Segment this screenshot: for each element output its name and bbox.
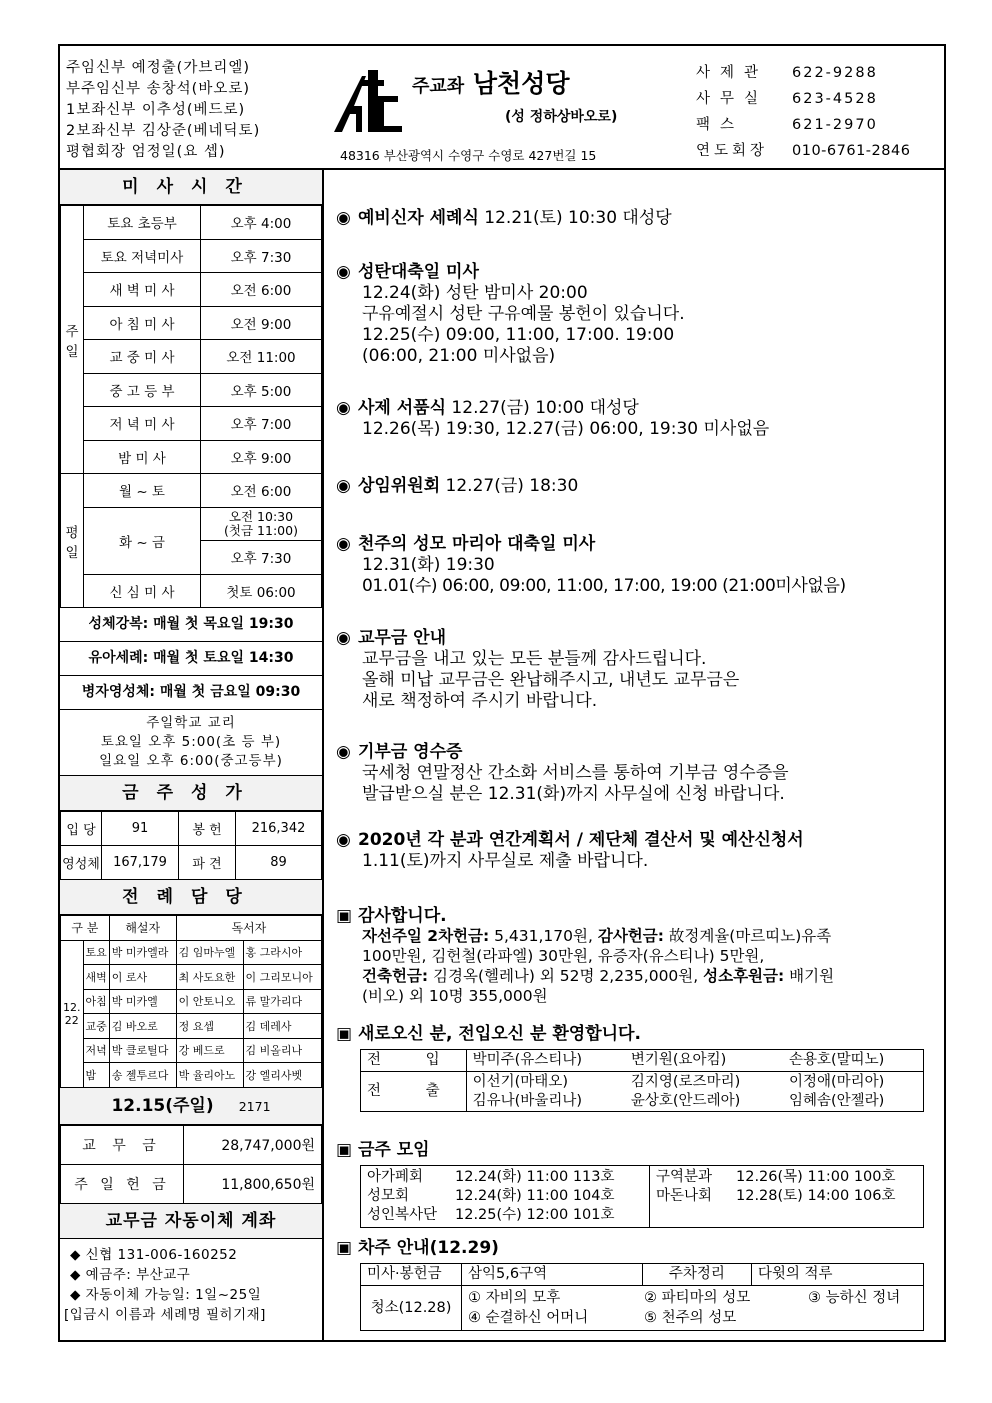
liturgy-reader: 박 율리아노: [176, 1063, 243, 1088]
notice-title: 성탄대축일 미사: [358, 262, 479, 282]
liturgy-date: 12. 22: [61, 940, 84, 1087]
parking-value: 다윗의 적루: [751, 1264, 923, 1286]
mass-time-line: (첫금 11:00): [224, 522, 298, 538]
mass-time: 오전 6:00: [201, 273, 322, 307]
meeting-info: 12.24(화) 11:00 104호: [455, 1188, 615, 1204]
mass-time: 오후 4:00: [201, 206, 322, 240]
mass-time: 오전 6:00: [201, 474, 322, 508]
notice-line: 교무금을 내고 있는 모든 분들께 감사드립니다.: [362, 649, 707, 669]
school-line: 주일학교 교리: [146, 715, 236, 731]
liturgy-header: 구 분: [61, 916, 110, 941]
school-line: 일요일 오후 6:00(중고등부): [99, 753, 283, 769]
notice-line: 12.24(화) 성탄 밤미사 20:00: [362, 283, 588, 303]
mass-name: 저 녁 미 사: [84, 407, 201, 441]
notice-item: [336, 742, 789, 805]
notice-title: 상임위원회: [358, 476, 441, 496]
notice-text: 12.27(금) 18:30: [440, 476, 579, 496]
benediction-schedule: 성체강복: 매월 첫 목요일 19:30: [60, 608, 322, 642]
thanks-text: 故정계율(마르띠노)유족: [663, 927, 832, 945]
member-name: 박미주(유스티나): [466, 1050, 625, 1072]
mass-name: 토요 초등부: [84, 206, 201, 240]
mass-time: 오후 7:30: [201, 239, 322, 273]
notice-title: 예비신자 세례식: [358, 208, 479, 228]
sunday-label: 주일: [61, 206, 84, 474]
contact-label: 연도회장: [696, 143, 769, 159]
bank-title: 교무금 자동이체 계좌: [60, 1204, 322, 1239]
contact-number: 621-2970: [792, 117, 878, 133]
hymn-label: 영성체: [61, 846, 102, 880]
bullet-icon: ◉: [336, 208, 351, 228]
priest-line: 2보좌신부 김상준(베네딕토): [66, 123, 261, 139]
church-address: 48316 부산광역시 수영구 수영로 427번길 15: [340, 148, 597, 163]
hymn-number: 91: [102, 812, 179, 846]
liturgy-reader: 홍 그라시아: [243, 940, 321, 965]
notice-title: 기부금 영수증: [358, 742, 463, 762]
infant-baptism-schedule: 유아세례: 매월 첫 토요일 14:30: [60, 642, 322, 676]
finance-date: 12.15(주일): [111, 1095, 214, 1116]
member-name: 윤상호(안드레아): [630, 1092, 741, 1109]
welcome-section: [336, 1024, 924, 1112]
meeting-row: [367, 1187, 643, 1206]
church-name: [412, 64, 570, 100]
bulletin-frame: [58, 44, 946, 1342]
finance-number: 2171: [238, 1098, 271, 1114]
hymn-label: 입 당: [61, 812, 102, 846]
cleaning-group: ① 자비의 모후: [468, 1290, 561, 1306]
cleaning-group: ③ 능하신 정녀: [808, 1290, 901, 1306]
mass-time: 오전 11:00: [201, 340, 322, 374]
mass-time-title: 미사시간: [60, 170, 322, 205]
cleaning-row: [468, 1288, 917, 1308]
transfer-in-label: 전 입: [361, 1050, 467, 1072]
bullet-icon: ◉: [336, 476, 351, 496]
member-name: 김지영(로즈마리): [630, 1073, 741, 1090]
meeting-row: [656, 1187, 917, 1206]
bullet-icon: ◉: [336, 742, 351, 762]
thanks-title: 감사합니다.: [358, 906, 447, 926]
thanks-text: 김경옥(헬레나) 외 52명 2,235,000원,: [428, 967, 704, 985]
notice-item: [336, 398, 769, 440]
notice-title: 2020년 각 분과 연간계획서 / 제단체 결산서 및 예산신청서: [358, 830, 804, 850]
bullet-icon: ◉: [336, 398, 351, 418]
finance-date-row: [60, 1088, 322, 1125]
notice-line: 01.01(수) 06:00, 09:00, 11:00, 17:00, 19:00 (21:00미사없음): [362, 576, 846, 596]
offering-value: 삼익5,6구역: [462, 1264, 643, 1286]
thanks-line: (비오) 외 10명 355,000원: [362, 987, 548, 1005]
priest-line: 부주임신부 송창석(바오로): [66, 81, 250, 97]
sick-communion-schedule: 병자영성체: 매월 첫 금요일 09:30: [60, 676, 322, 710]
left-column: [60, 170, 324, 1342]
finance-value: 28,747,000원: [184, 1125, 322, 1164]
mass-time: 오후 5:00: [201, 373, 322, 407]
notice-title: 교무금 안내: [358, 628, 447, 648]
notice-line: 올해 미납 교무금은 완납해주시고, 내년도 교무금은: [362, 670, 740, 690]
thanks-line: 100만원, 김헌철(라파엘) 30만원, 유증자(유스티나) 5만원,: [362, 947, 765, 965]
member-cell: [783, 1072, 924, 1112]
hymn-title: 금주성가: [60, 776, 322, 811]
header: [60, 46, 944, 170]
liturgy-reader: 정 요셉: [176, 1014, 243, 1039]
square-bullet-icon: ▣: [336, 906, 353, 926]
finance-label: 주 일 헌 금: [61, 1164, 184, 1203]
thanks-section: [336, 906, 834, 1006]
priest-list: [66, 58, 260, 163]
liturgy-commentator: 이 로사: [109, 965, 176, 990]
church-prefix: 주교좌: [412, 76, 465, 97]
liturgy-reader: 김 데레사: [243, 1014, 321, 1039]
meeting-name: 성모회: [367, 1188, 410, 1204]
church-logo-icon: [332, 66, 404, 136]
mass-time: 오후 7:00: [201, 407, 322, 441]
member-name: 임혜솜(안젤라): [788, 1092, 885, 1109]
bullet-icon: ◉: [336, 628, 351, 648]
contact-number: 622-9288: [792, 65, 878, 81]
thanks-label: 감사헌금:: [597, 927, 664, 945]
liturgy-reader: 이 그리모니아: [243, 965, 321, 990]
meetings-title: 금주 모임: [358, 1140, 430, 1160]
liturgy-reader: 이 안토니오: [176, 989, 243, 1014]
church-patron: (성 정하상바오로): [505, 109, 618, 125]
thanks-line: [336, 966, 834, 986]
hymn-number: 216,342: [236, 812, 322, 846]
meeting-info: 12.28(토) 14:00 106호: [736, 1188, 896, 1204]
notice-line: 12.26(목) 19:30, 12.27(금) 06:00, 19:30 미사없음: [362, 419, 770, 439]
liturgy-commentator: 박 클로틸다: [109, 1038, 176, 1063]
notice-item: [336, 262, 685, 367]
liturgy-reader: 류 말가리다: [243, 989, 321, 1014]
mass-name: 교 중 미 사: [84, 340, 201, 374]
liturgy-reader: 김 비올리나: [243, 1038, 321, 1063]
school-line: 토요일 오후 5:00(초 등 부): [100, 734, 282, 750]
cleaning-group: ④ 순결하신 어머니: [468, 1310, 589, 1326]
mass-name: 새 벽 미 사: [84, 273, 201, 307]
notice-line: 국세청 연말정산 간소화 서비스를 통하여 기부금 영수증을: [362, 763, 789, 783]
mass-time-line: 오전 10:30: [228, 508, 294, 524]
contact-number: 623-4528: [792, 91, 878, 107]
liturgy-commentator: 송 젤투르다: [109, 1063, 176, 1088]
notice-item: [336, 534, 846, 597]
liturgy-header: 독서자: [176, 916, 321, 941]
next-week-section: [336, 1238, 924, 1331]
contact-row: [696, 112, 910, 138]
liturgy-reader: 김 임마누엘: [176, 940, 243, 965]
bank-info: [60, 1239, 322, 1331]
next-week-table: [360, 1263, 924, 1331]
liturgy-kind: 아침: [83, 989, 109, 1014]
hymn-label: 봉 헌: [179, 812, 236, 846]
mass-name: 아 침 미 사: [84, 306, 201, 340]
mass-time-table: [60, 205, 322, 608]
liturgy-reader: 강 엘리사벳: [243, 1063, 321, 1088]
mass-name: 화 ~ 금: [84, 507, 201, 574]
notice-line: 12.25(수) 09:00, 11:00, 17:00. 19:00: [362, 325, 675, 345]
liturgy-kind: 교중: [83, 1014, 109, 1039]
notice-line: 발급받으실 분은 12.31(화)까지 사무실에 신청 바랍니다.: [362, 784, 785, 804]
mass-name: 중 고 등 부: [84, 373, 201, 407]
contact-label: 사무실: [696, 91, 769, 107]
liturgy-reader: 강 베드로: [176, 1038, 243, 1063]
meeting-name: 마돈나회: [656, 1188, 713, 1204]
square-bullet-icon: ▣: [336, 1238, 353, 1258]
liturgy-kind: 밤: [83, 1063, 109, 1088]
member-cell: [625, 1072, 783, 1112]
member-cell: [466, 1072, 625, 1112]
mass-time: 오전 9:00: [201, 306, 322, 340]
contact-list: [696, 60, 910, 164]
finance-label: 교 무 금: [61, 1125, 184, 1164]
cleaning-label: 청소(12.28): [361, 1286, 462, 1331]
notice-title: 사제 서품식: [358, 398, 447, 418]
notice-line: 구유예절시 성탄 구유예물 봉헌이 있습니다.: [362, 304, 685, 324]
thanks-text: 5,431,170원,: [489, 927, 598, 945]
liturgy-header: 해설자: [109, 916, 176, 941]
meeting-info: 12.25(수) 12:00 101호: [455, 1207, 615, 1223]
notice-text: 12.21(토) 10:30 대성당: [478, 208, 672, 228]
meeting-info: 12.24(화) 11:00 113호: [455, 1169, 615, 1185]
notice-line: 1.11(토)까지 사무실로 제출 바랍니다.: [362, 851, 649, 871]
notice-item: [336, 628, 739, 712]
contact-row: [696, 86, 910, 112]
priest-line: 1보좌신부 이추성(베드로): [66, 102, 246, 118]
liturgy-reader: 최 사도요한: [176, 965, 243, 990]
thanks-label: 자선주일 2차헌금:: [362, 927, 490, 945]
notice-title: 천주의 성모 마리아 대축일 미사: [358, 534, 596, 554]
member-name: 이선기(마태오): [472, 1073, 568, 1090]
cleaning-row: [468, 1308, 917, 1328]
thanks-label: 성소후원금:: [703, 967, 785, 985]
mass-time: 오후 7:30: [201, 541, 322, 575]
transfer-out-label: 전 출: [361, 1072, 467, 1112]
sunday-school: [60, 710, 322, 776]
priest-line: 주임신부 예정출(가브리엘): [66, 60, 250, 76]
bullet-icon: ◉: [336, 830, 351, 850]
meeting-name: 구역분과: [656, 1169, 713, 1185]
finance-table: [60, 1125, 322, 1204]
member-name: 변기원(요아킴): [625, 1050, 783, 1072]
meeting-name: 아가페회: [367, 1169, 424, 1185]
parking-label: 주차정리: [642, 1264, 751, 1286]
church-title: 남천성당: [472, 69, 570, 98]
liturgy-commentator: 김 바오로: [109, 1014, 176, 1039]
hymn-number: 89: [236, 846, 322, 880]
member-name: 이정애(마리아): [788, 1073, 885, 1090]
cleaning-group: ⑤ 천주의 성모: [644, 1310, 737, 1326]
meeting-row: [367, 1168, 643, 1187]
cleaning-group: ② 파티마의 성모: [644, 1290, 751, 1306]
contact-label: 사제관: [696, 65, 769, 81]
mass-name: 월 ~ 토: [84, 474, 201, 508]
notice-text: 12.27(금) 10:00 대성당: [446, 398, 639, 418]
offering-label: 미사·봉헌금: [361, 1264, 462, 1286]
bullet-icon: ◉: [336, 262, 351, 282]
meeting-row: [656, 1168, 917, 1187]
liturgy-kind: 저녁: [83, 1038, 109, 1063]
priest-line: 평협회장 엄정일(요 셉): [66, 144, 226, 160]
notice-line: 새로 책정하여 주시기 바랍니다.: [362, 691, 598, 711]
mass-time: [201, 507, 322, 541]
liturgy-commentator: 박 미카엘: [109, 989, 176, 1014]
bank-line: ◆ 자동이체 가능일: 1일~25일: [70, 1286, 262, 1303]
notice-item: [336, 208, 672, 229]
meetings-section: [336, 1140, 924, 1228]
square-bullet-icon: ▣: [336, 1140, 353, 1160]
bank-line: [입금시 이름과 세례명 필히기재]: [64, 1306, 266, 1323]
notice-line: 12.31(화) 19:30: [362, 555, 495, 575]
contact-row: [696, 138, 910, 164]
notice-item: [336, 830, 804, 872]
mass-name: 밤 미 사: [84, 440, 201, 474]
liturgy-kind: 토요: [83, 940, 109, 965]
meeting-row: [367, 1206, 643, 1225]
member-name: 손용호(말띠노): [783, 1050, 924, 1072]
liturgy-title: 전례담당: [60, 880, 322, 915]
meeting-info: 12.26(목) 11:00 100호: [736, 1169, 896, 1185]
contact-row: [696, 60, 910, 86]
liturgy-kind: 새벽: [83, 965, 109, 990]
hymn-table: [60, 811, 322, 880]
bank-line: ◆ 신협 131-006-160252: [70, 1246, 238, 1263]
member-name: 김유나(바울리나): [472, 1092, 582, 1109]
weekday-label: 평일: [61, 474, 84, 608]
mass-time: 오후 9:00: [201, 440, 322, 474]
mass-time: 첫토 06:00: [201, 574, 322, 608]
meetings-left: [361, 1166, 650, 1228]
contact-label: 팩스: [696, 117, 745, 133]
thanks-line: [336, 926, 834, 946]
meetings-right: [650, 1166, 924, 1228]
hymn-label: 파 견: [179, 846, 236, 880]
bullet-icon: ◉: [336, 534, 351, 554]
square-bullet-icon: ▣: [336, 1024, 353, 1044]
notice-line: (06:00, 21:00 미사없음): [362, 346, 556, 366]
bank-line: ◆ 예금주: 부산교구: [70, 1266, 191, 1283]
finance-value: 11,800,650원: [184, 1164, 322, 1203]
liturgy-commentator: 박 미카엘라: [109, 940, 176, 965]
cleaning-list: [462, 1286, 924, 1331]
welcome-table: [360, 1049, 924, 1112]
welcome-title: 새로오신 분, 전입오신 분 환영합니다.: [358, 1024, 641, 1044]
notice-item: [336, 476, 578, 497]
hymn-number: 167,179: [102, 846, 179, 880]
thanks-text: 배기원: [784, 967, 835, 985]
meetings-table: [360, 1165, 924, 1228]
contact-number: 010-6761-2846: [792, 143, 911, 159]
meeting-name: 성인복사단: [367, 1207, 438, 1223]
mass-name: 토요 저녁미사: [84, 239, 201, 273]
thanks-label: 건축헌금:: [362, 967, 429, 985]
next-week-title: 차주 안내(12.29): [358, 1238, 499, 1258]
mass-name: 신 심 미 사: [84, 574, 201, 608]
liturgy-table: [60, 915, 322, 1088]
